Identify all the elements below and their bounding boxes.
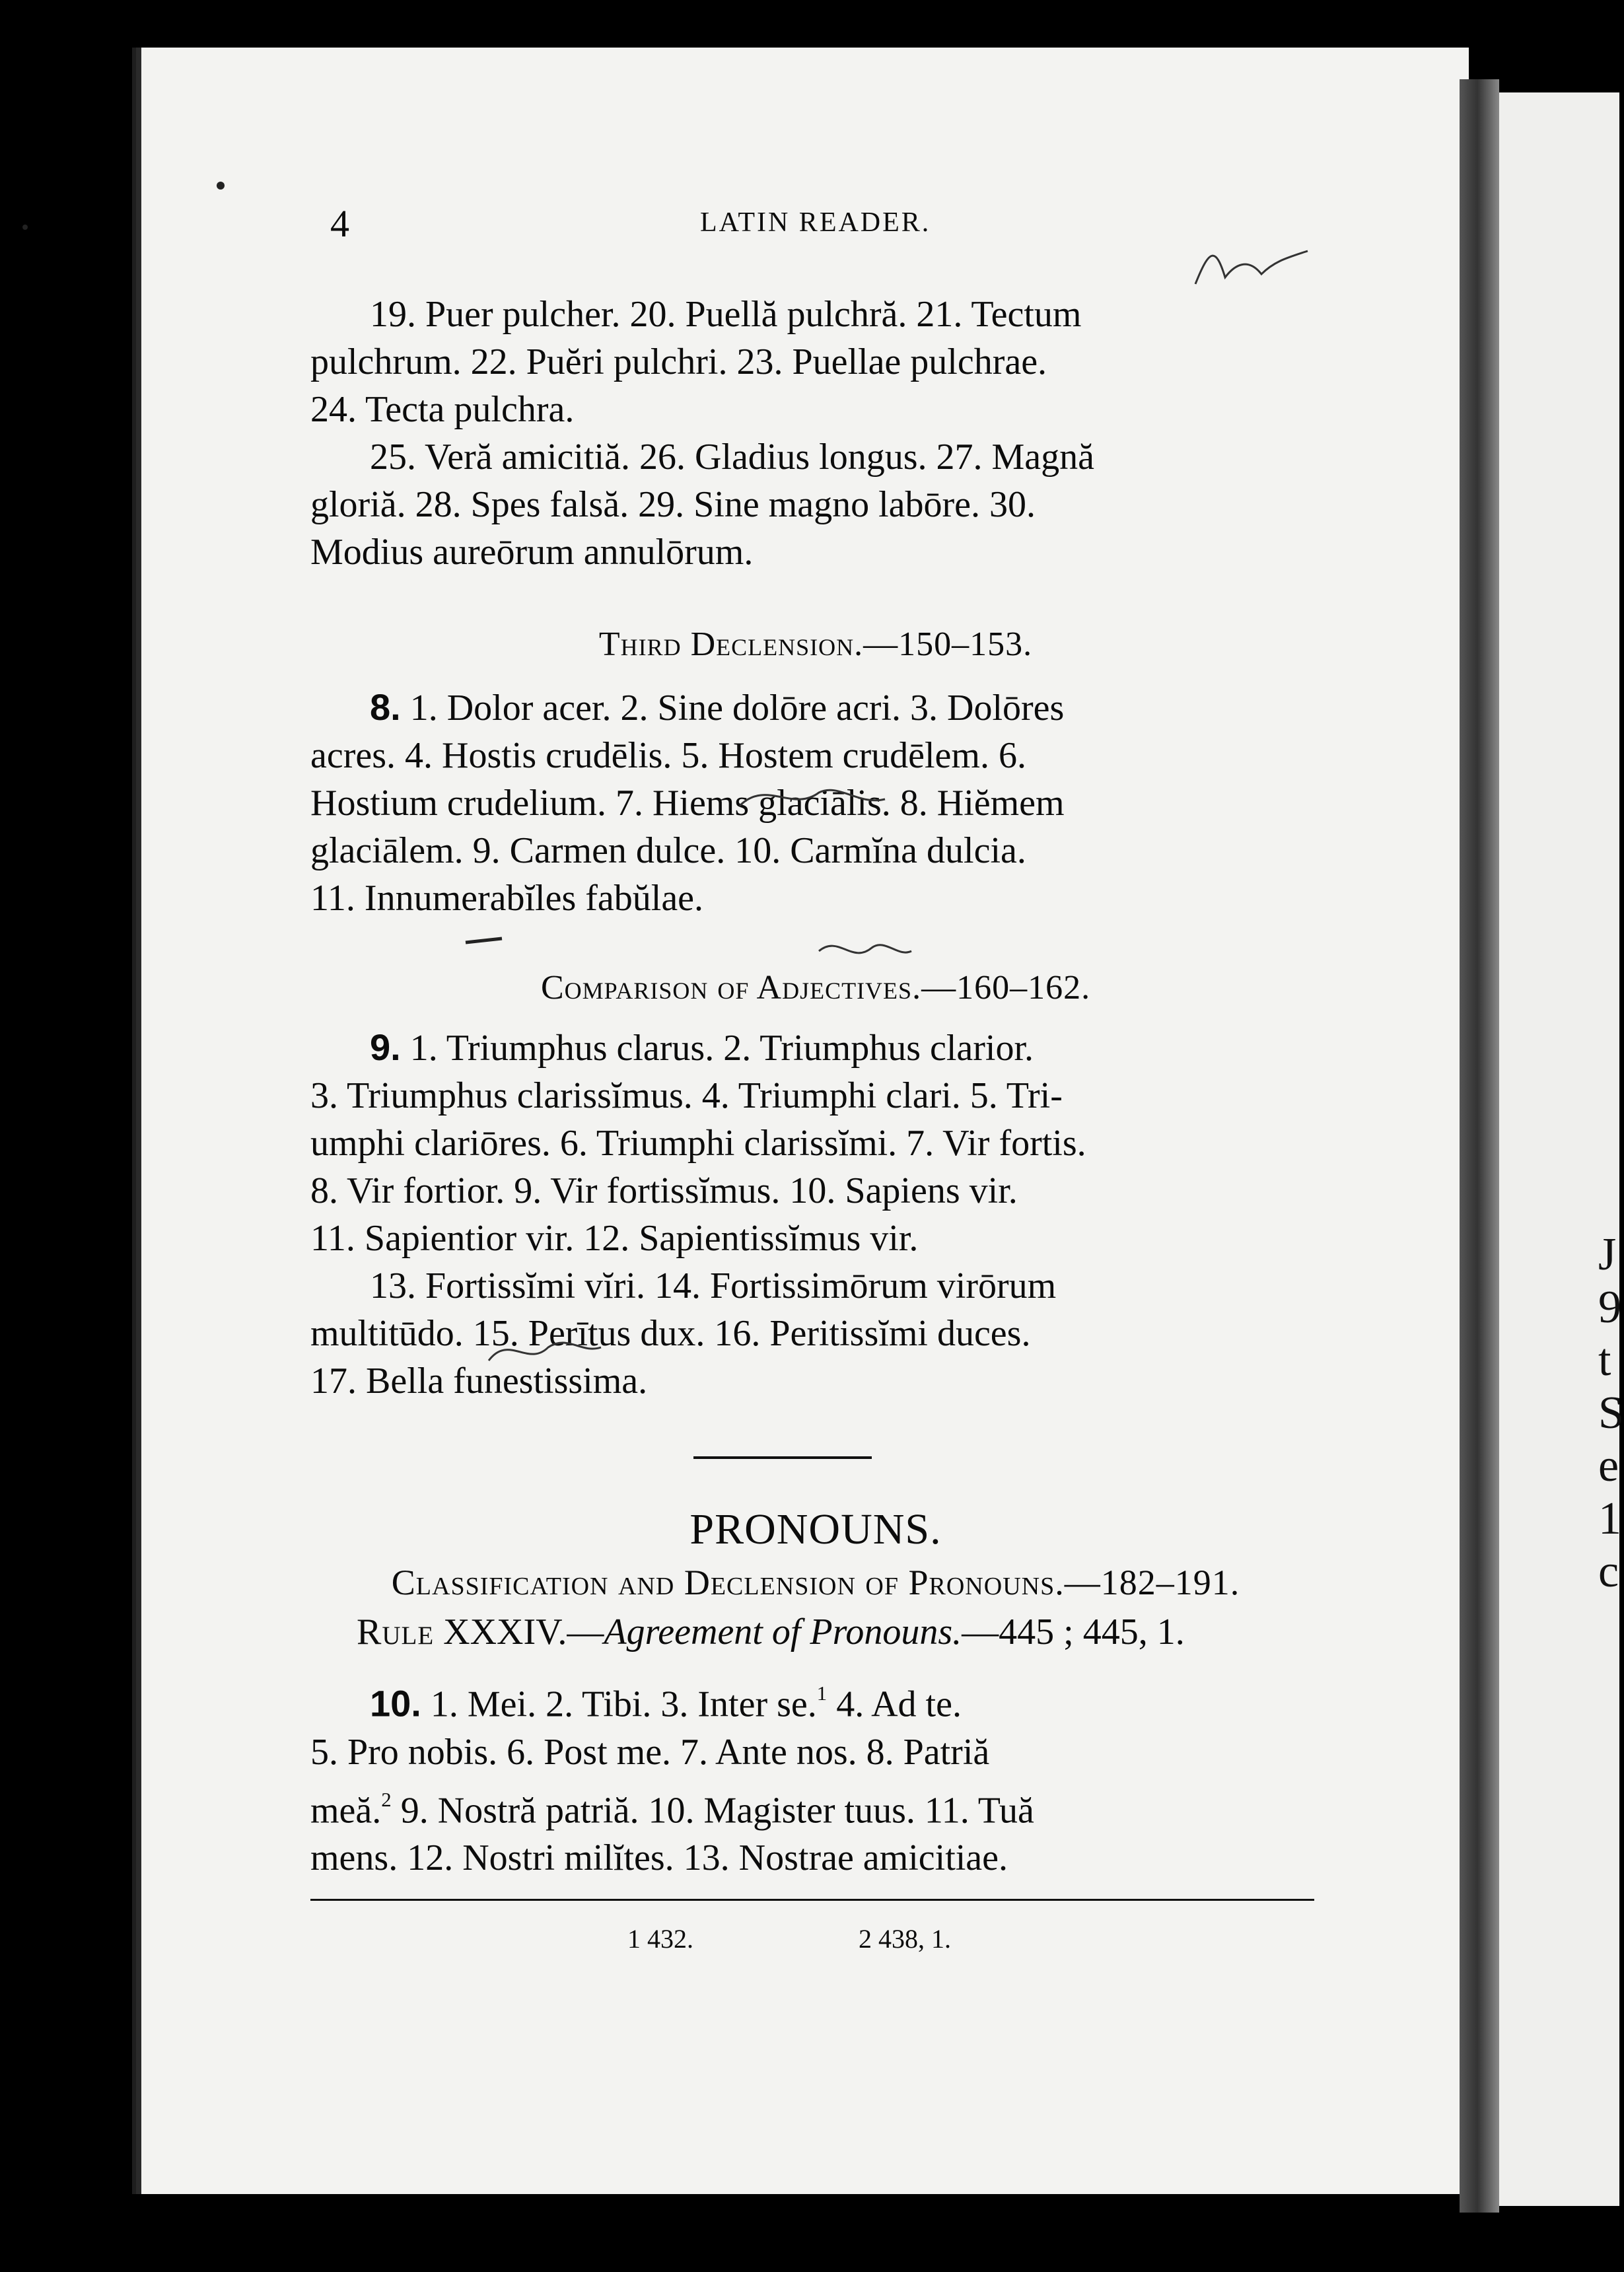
- text-line: multitūdo. 15. Perītus dux. 16. Peritissĭmi duces.: [310, 1313, 1031, 1354]
- footnote-mark: 1: [816, 1682, 828, 1705]
- running-title: LATIN READER.: [700, 207, 931, 238]
- text-line: 24. Tecta pulchra.: [310, 389, 575, 430]
- adjacent-glyph: 9: [1598, 1282, 1621, 1333]
- text-line: 13. Fortissĭmi vĭri. 14. Fortissimōrum virōrum: [370, 1265, 1057, 1306]
- text-run: XXXIV.—: [434, 1612, 604, 1652]
- pencil-scribble: [476, 1328, 608, 1374]
- text-line: [310, 1670, 1321, 1728]
- adjacent-glyph: S: [1598, 1388, 1624, 1438]
- pencil-scribble: [1189, 238, 1321, 297]
- text-line: mens. 12. Nostri milĭtes. 13. Nostrae amicitiae.: [310, 1837, 1008, 1879]
- rule-label: Rule: [357, 1612, 435, 1652]
- text-run: 1. Mei. 2. Tibi. 3. Inter se.: [421, 1684, 817, 1725]
- footnote-1: 1 432.: [627, 1924, 693, 1954]
- text-line: 25. Veră amicitiă. 26. Gladius longus. 27. Magnă: [370, 437, 1095, 478]
- exercise-number: 10.: [370, 1682, 421, 1724]
- pencil-scribble: [726, 773, 898, 832]
- exercise-10: [310, 1670, 1321, 1882]
- text-line: pulchrum. 22. Puĕri pulchri. 23. Puellae pulchrae.: [310, 341, 1047, 382]
- footnote-rule: [310, 1899, 1314, 1901]
- text-line: Modius aureōrum annulōrum.: [310, 532, 754, 573]
- rule-xxxiv: [310, 1608, 1321, 1656]
- pencil-dash: [462, 935, 509, 948]
- text-line: acres. 4. Hostis crudēlis. 5. Hostem crudēlem. 6.: [310, 735, 1026, 776]
- ink-speck: [217, 182, 225, 190]
- text-run: 4. Ad te.: [827, 1684, 962, 1725]
- text-run: 1. Triumphus clarus. 2. Triumphus clarior.: [400, 1028, 1034, 1069]
- text-line: glaciālem. 9. Carmen dulce. 10. Carmĭna dulcia.: [310, 830, 1026, 871]
- exercise-9: [310, 1024, 1321, 1405]
- text-line: 19. Puer pulcher. 20. Puellă pulchră. 21. Tectum: [370, 294, 1082, 335]
- text-line: gloriă. 28. Spes falsă. 29. Sine magno labōre. 30.: [310, 484, 1036, 525]
- adjacent-page-edge: [1499, 92, 1624, 2206]
- text-run: 1. Dolor acer. 2. Sine dolōre acri. 3. Dolōres: [400, 688, 1065, 728]
- text-line: 3. Triumphus clarissĭmus. 4. Triumphi clari. 5. Tri-: [310, 1075, 1063, 1116]
- footnote-2: 2 438, 1.: [859, 1924, 951, 1954]
- section-rule: [693, 1456, 872, 1459]
- adjacent-glyph: e: [1598, 1440, 1619, 1491]
- rule-title: Agreement of Pronouns.: [604, 1612, 962, 1652]
- adjacent-glyph: c: [1598, 1546, 1619, 1597]
- exercise-7-continued: [310, 291, 1321, 576]
- text-line: umphi clariōres. 6. Triumphi clarissĭmi. 7. Vir fortis.: [310, 1123, 1086, 1164]
- ink-speck: [22, 225, 28, 230]
- text-line: [310, 1608, 1321, 1656]
- adjacent-glyph: t: [1598, 1335, 1611, 1386]
- text-run: meă.: [310, 1790, 382, 1831]
- book-gutter: [1460, 79, 1499, 2213]
- text-line: [310, 1776, 1321, 1835]
- section-heading-classification: Classification and Declension of Pronouns.—182–191.: [391, 1563, 1240, 1602]
- text-run: 9. Nostră patriă. 10. Magister tuus. 11. Tuă: [391, 1790, 1034, 1831]
- section-heading-third-declension: Third Declension.—150–153.: [598, 625, 1033, 663]
- text-line: 11. Sapientior vir. 12. Sapientissĭmus vir.: [310, 1218, 919, 1259]
- chapter-heading-pronouns: PRONOUNS.: [689, 1505, 942, 1553]
- text-line: 8. Vir fortior. 9. Vir fortissĭmus. 10. Sapiens vir.: [310, 1170, 1018, 1211]
- text-line: 11. Innumerabĭles fabŭlae.: [310, 878, 704, 919]
- adjacent-glyph: 1: [1598, 1493, 1621, 1544]
- exercise-number: 8.: [370, 686, 401, 728]
- pencil-scribble: [812, 931, 918, 971]
- exercise-number: 9.: [370, 1026, 401, 1068]
- text-line: [310, 1024, 1321, 1072]
- footnote-mark: 2: [381, 1788, 392, 1811]
- section-heading-comparison: Comparison of Adjectives.—160–162.: [540, 969, 1091, 1007]
- running-head: [330, 201, 1321, 248]
- text-line: 5. Pro nobis. 6. Post me. 7. Ante nos. 8. Patriă: [310, 1731, 990, 1773]
- text-line: [310, 684, 1321, 732]
- page-edge: [132, 48, 136, 2194]
- text-line: Hostium crudelium. 7. Hiems glaciālis. 8. Hiĕmem: [310, 783, 1065, 824]
- adjacent-glyph: J: [1598, 1229, 1617, 1280]
- page-number: 4: [330, 202, 349, 245]
- text-run: —445 ; 445, 1.: [962, 1612, 1185, 1652]
- text-line: 17. Bella funestissima.: [310, 1361, 648, 1402]
